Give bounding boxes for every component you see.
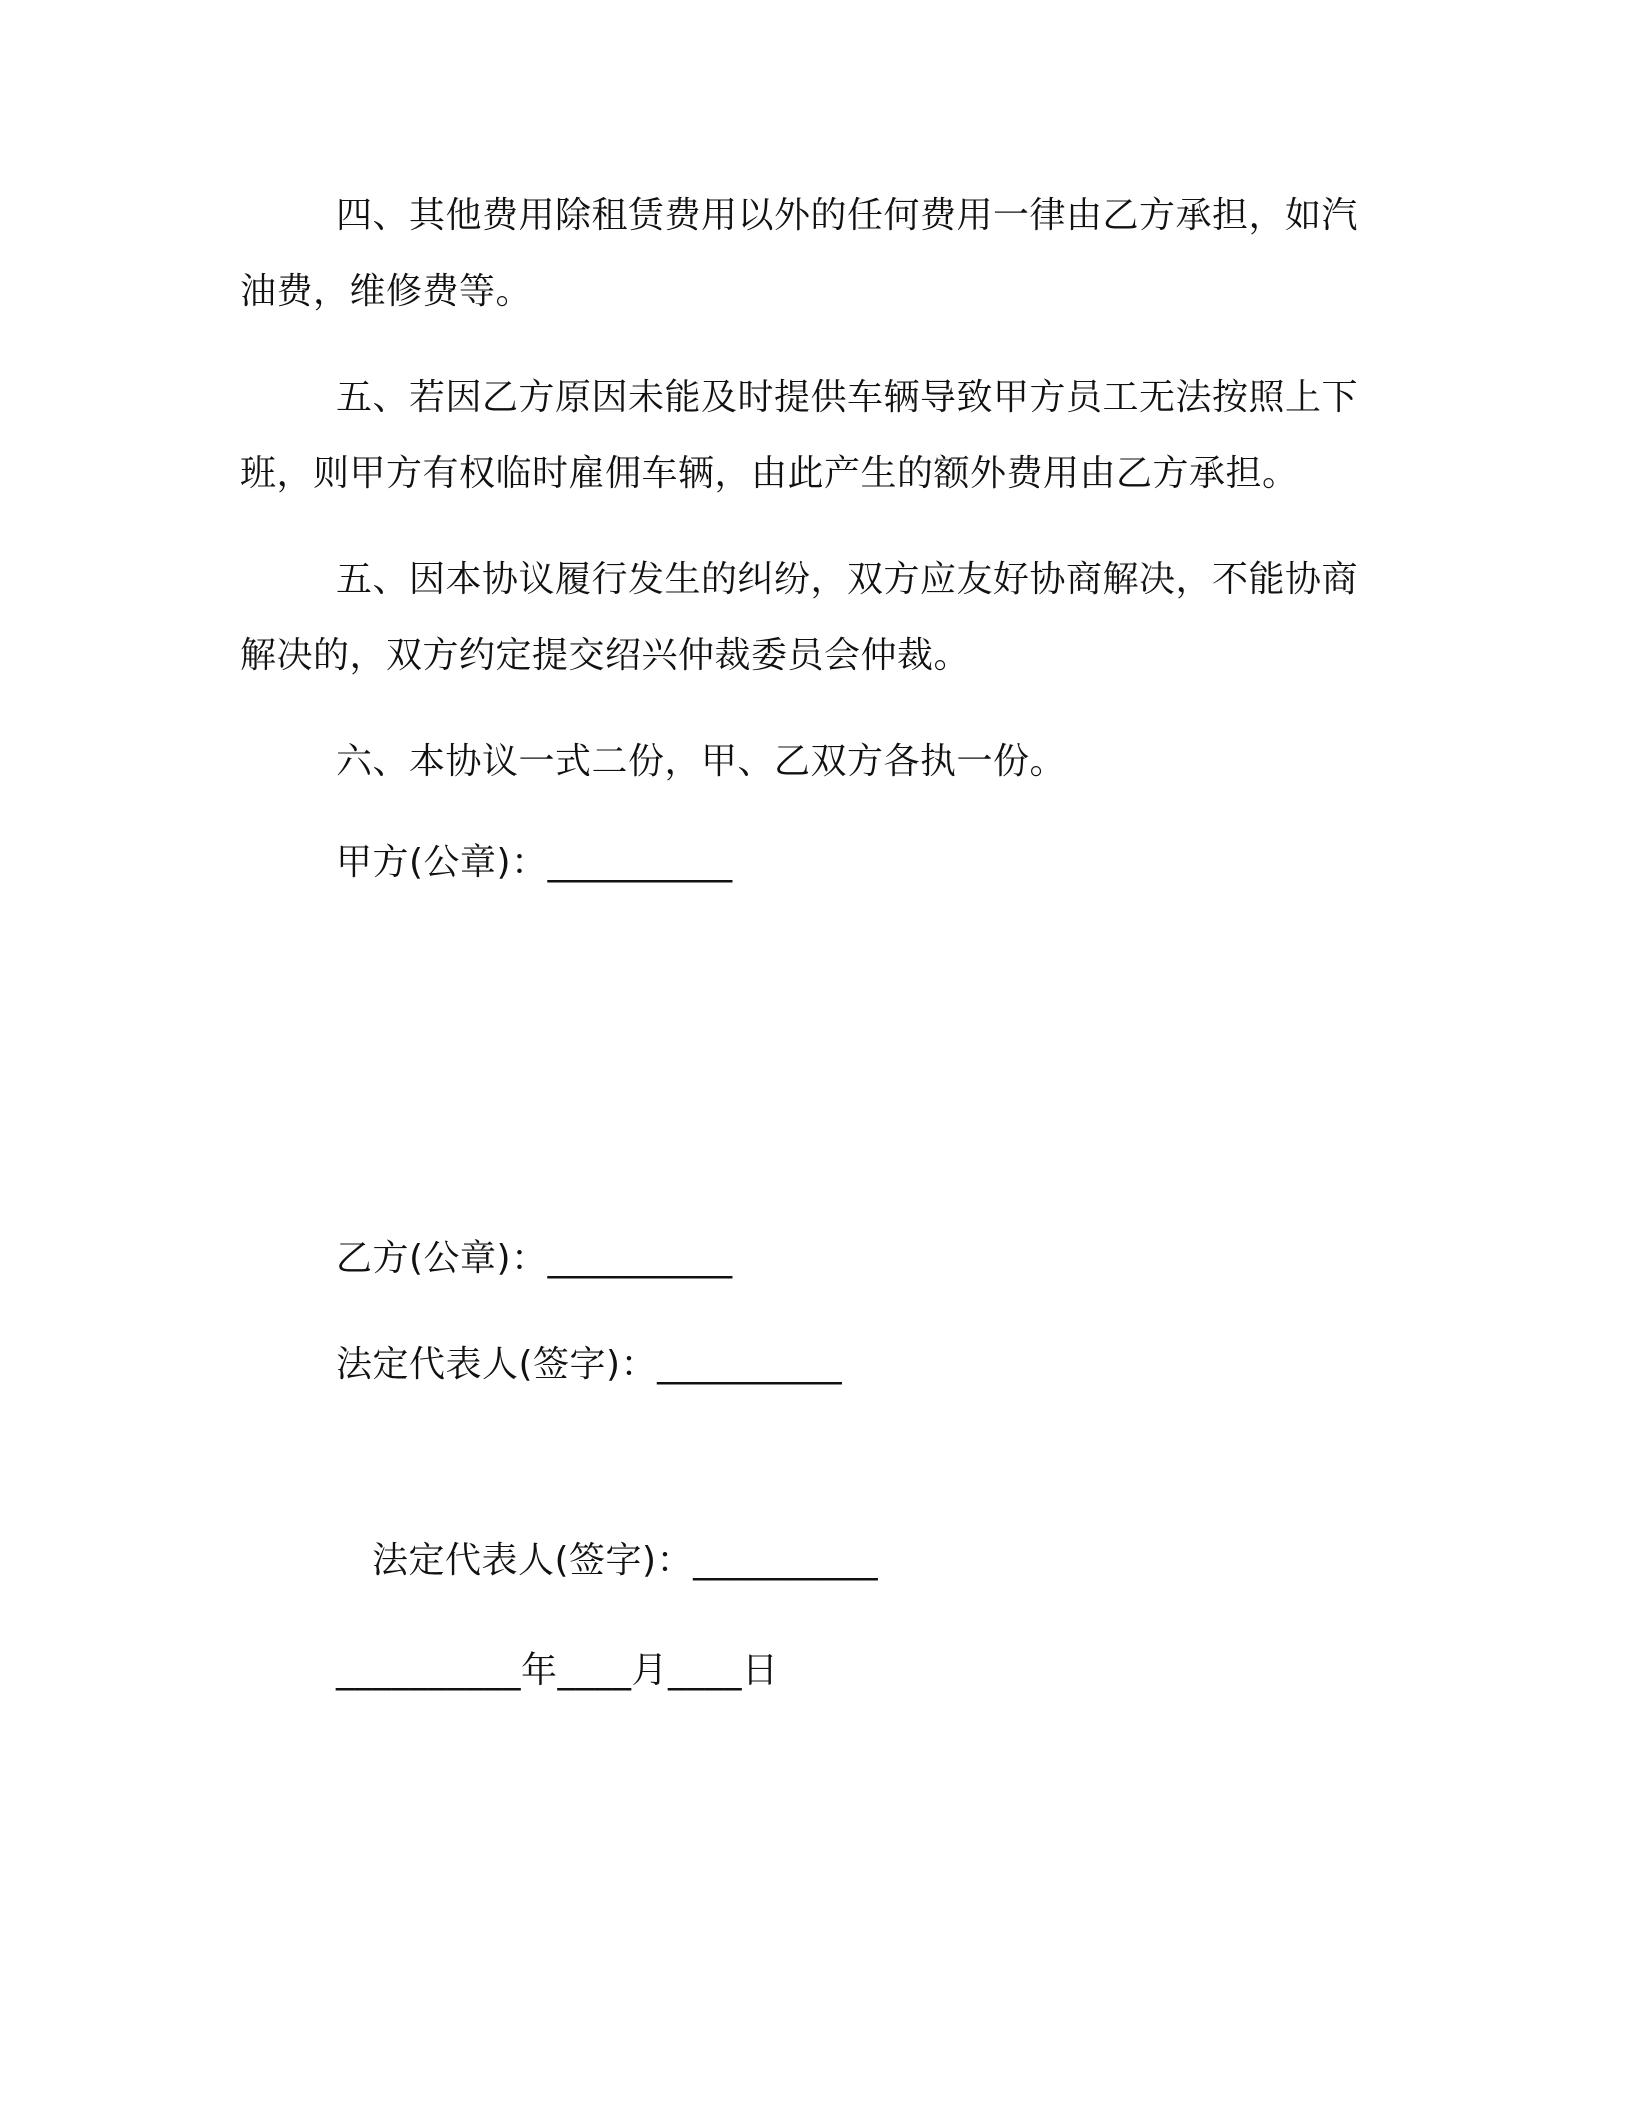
clause-6: 六、本协议一式二份，甲、乙双方各执一份。 [336, 741, 1067, 782]
party-b-seal-line: 乙方(公章)：__________ [336, 1238, 733, 1279]
party-a-seal-line: 甲方(公章)：__________ [336, 842, 733, 883]
clause-5-vehicle: 五、若因乙方原因未能及时提供车辆导致甲方员工无法按照上下班，则甲方有权临时雇佣车辆，由此产生的额外费用由乙方承担。 [240, 377, 1359, 494]
signing-date-line: __________年____月____日 [336, 1650, 779, 1691]
clause-5-dispute: 五、因本协议履行发生的纠纷，双方应友好协商解决，不能协商解决的，双方约定提交绍兴仲裁委员会仲裁。 [240, 559, 1359, 676]
legal-representative-signature-line-2: 法定代表人(签字)：__________ [372, 1540, 879, 1581]
legal-representative-signature-line: 法定代表人(签字)：__________ [336, 1344, 843, 1385]
clause-4: 四、其他费用除租赁费用以外的任何费用一律由乙方承担，如汽油费，维修费等。 [240, 195, 1359, 312]
